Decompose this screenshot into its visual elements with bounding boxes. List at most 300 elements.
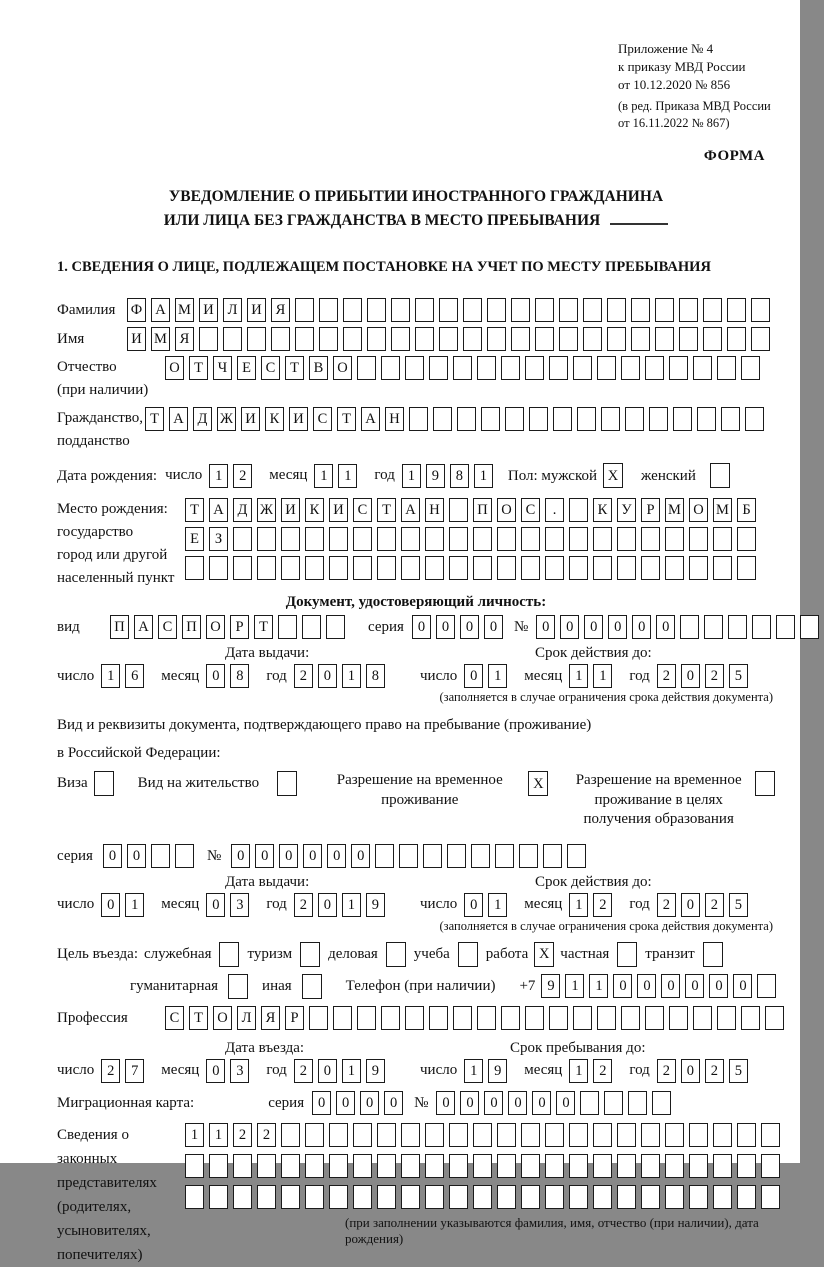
char-cell[interactable]: 0 xyxy=(436,1091,455,1115)
char-cell[interactable] xyxy=(425,1123,444,1147)
char-cell[interactable]: 0 xyxy=(632,615,651,639)
char-cell[interactable]: 0 xyxy=(327,844,346,868)
char-cell[interactable]: П xyxy=(182,615,201,639)
char-cell[interactable] xyxy=(553,407,572,431)
char-cell[interactable] xyxy=(377,1154,396,1178)
char-cell[interactable]: 0 xyxy=(231,844,250,868)
char-cell[interactable] xyxy=(471,844,490,868)
char-cell[interactable] xyxy=(765,1006,784,1030)
char-cell[interactable] xyxy=(703,327,722,351)
char-cell[interactable] xyxy=(481,407,500,431)
char-cell[interactable]: 0 xyxy=(560,615,579,639)
char-cell[interactable] xyxy=(415,327,434,351)
char-cell[interactable] xyxy=(757,974,776,998)
date-cell[interactable]: 2 xyxy=(233,464,252,488)
char-cell[interactable] xyxy=(401,1123,420,1147)
char-cell[interactable] xyxy=(377,527,396,551)
date-cell[interactable]: 2 xyxy=(657,664,676,688)
date-cell[interactable]: 2 xyxy=(593,1059,612,1083)
char-cell[interactable]: С xyxy=(313,407,332,431)
char-cell[interactable]: А xyxy=(134,615,153,639)
char-cell[interactable] xyxy=(449,498,468,522)
char-cell[interactable] xyxy=(343,327,362,351)
char-cell[interactable] xyxy=(367,298,386,322)
purpose-tourism-checkbox[interactable] xyxy=(300,942,320,967)
char-cell[interactable]: С xyxy=(158,615,177,639)
char-cell[interactable] xyxy=(569,527,588,551)
char-cell[interactable] xyxy=(399,844,418,868)
char-cell[interactable] xyxy=(525,356,544,380)
date-cell[interactable]: 0 xyxy=(206,664,225,688)
date-cell[interactable]: 1 xyxy=(402,464,421,488)
char-cell[interactable] xyxy=(257,556,276,580)
char-cell[interactable]: 0 xyxy=(532,1091,551,1115)
date-cell[interactable]: 0 xyxy=(464,664,483,688)
char-cell[interactable] xyxy=(377,556,396,580)
char-cell[interactable]: И xyxy=(289,407,308,431)
char-cell[interactable] xyxy=(521,556,540,580)
char-cell[interactable]: 0 xyxy=(661,974,680,998)
char-cell[interactable]: И xyxy=(247,298,266,322)
char-cell[interactable] xyxy=(433,407,452,431)
char-cell[interactable] xyxy=(525,1006,544,1030)
char-cell[interactable] xyxy=(655,327,674,351)
char-cell[interactable] xyxy=(477,356,496,380)
char-cell[interactable] xyxy=(545,1154,564,1178)
char-cell[interactable] xyxy=(665,556,684,580)
char-cell[interactable] xyxy=(401,1154,420,1178)
char-cell[interactable] xyxy=(409,407,428,431)
char-cell[interactable]: Р xyxy=(230,615,249,639)
char-cell[interactable] xyxy=(425,556,444,580)
char-cell[interactable] xyxy=(631,298,650,322)
sex-female-checkbox[interactable] xyxy=(710,463,730,488)
char-cell[interactable] xyxy=(665,1123,684,1147)
char-cell[interactable] xyxy=(607,327,626,351)
char-cell[interactable] xyxy=(569,498,588,522)
date-cell[interactable]: 0 xyxy=(681,664,700,688)
char-cell[interactable] xyxy=(727,298,746,322)
date-cell[interactable]: 7 xyxy=(125,1059,144,1083)
char-cell[interactable] xyxy=(573,356,592,380)
char-cell[interactable]: 0 xyxy=(608,615,627,639)
char-cell[interactable] xyxy=(487,298,506,322)
char-cell[interactable] xyxy=(741,356,760,380)
char-cell[interactable] xyxy=(405,1006,424,1030)
char-cell[interactable] xyxy=(573,1006,592,1030)
char-cell[interactable] xyxy=(689,1185,708,1209)
char-cell[interactable] xyxy=(689,527,708,551)
char-cell[interactable] xyxy=(473,1185,492,1209)
char-cell[interactable] xyxy=(593,527,612,551)
char-cell[interactable] xyxy=(569,1123,588,1147)
char-cell[interactable] xyxy=(529,407,548,431)
char-cell[interactable] xyxy=(617,527,636,551)
date-cell[interactable]: 1 xyxy=(342,664,361,688)
char-cell[interactable] xyxy=(209,1185,228,1209)
char-cell[interactable]: Ж xyxy=(257,498,276,522)
char-cell[interactable] xyxy=(689,556,708,580)
char-cell[interactable] xyxy=(473,1154,492,1178)
char-cell[interactable] xyxy=(497,527,516,551)
char-cell[interactable] xyxy=(519,844,538,868)
char-cell[interactable] xyxy=(319,327,338,351)
char-cell[interactable] xyxy=(593,556,612,580)
char-cell[interactable] xyxy=(649,407,668,431)
char-cell[interactable] xyxy=(751,298,770,322)
char-cell[interactable]: 2 xyxy=(233,1123,252,1147)
char-cell[interactable] xyxy=(233,527,252,551)
char-cell[interactable] xyxy=(281,1154,300,1178)
char-cell[interactable]: С xyxy=(165,1006,184,1030)
char-cell[interactable] xyxy=(669,356,688,380)
char-cell[interactable] xyxy=(429,1006,448,1030)
char-cell[interactable] xyxy=(429,356,448,380)
char-cell[interactable] xyxy=(617,1154,636,1178)
date-cell[interactable]: 0 xyxy=(464,893,483,917)
char-cell[interactable] xyxy=(329,1154,348,1178)
char-cell[interactable] xyxy=(713,527,732,551)
char-cell[interactable] xyxy=(737,556,756,580)
date-cell[interactable]: 1 xyxy=(488,664,507,688)
char-cell[interactable] xyxy=(309,1006,328,1030)
char-cell[interactable] xyxy=(669,1006,688,1030)
char-cell[interactable] xyxy=(693,1006,712,1030)
temp-residence-permit-checkbox[interactable]: X xyxy=(528,771,548,796)
char-cell[interactable] xyxy=(511,327,530,351)
date-cell[interactable]: 0 xyxy=(206,893,225,917)
char-cell[interactable] xyxy=(233,1154,252,1178)
char-cell[interactable] xyxy=(761,1185,780,1209)
char-cell[interactable] xyxy=(567,844,586,868)
char-cell[interactable] xyxy=(487,327,506,351)
char-cell[interactable] xyxy=(329,556,348,580)
char-cell[interactable] xyxy=(357,1006,376,1030)
char-cell[interactable] xyxy=(617,1123,636,1147)
char-cell[interactable] xyxy=(549,1006,568,1030)
char-cell[interactable]: 1 xyxy=(589,974,608,998)
char-cell[interactable] xyxy=(377,1185,396,1209)
char-cell[interactable]: 0 xyxy=(412,615,431,639)
char-cell[interactable]: Я xyxy=(175,327,194,351)
char-cell[interactable]: Р xyxy=(641,498,660,522)
char-cell[interactable] xyxy=(281,527,300,551)
char-cell[interactable] xyxy=(449,1123,468,1147)
char-cell[interactable]: 9 xyxy=(541,974,560,998)
char-cell[interactable] xyxy=(401,1185,420,1209)
date-cell[interactable]: 1 xyxy=(101,664,120,688)
char-cell[interactable] xyxy=(281,1185,300,1209)
char-cell[interactable] xyxy=(704,615,723,639)
char-cell[interactable] xyxy=(425,1154,444,1178)
date-cell[interactable]: 3 xyxy=(230,893,249,917)
date-cell[interactable]: 5 xyxy=(729,1059,748,1083)
char-cell[interactable] xyxy=(543,844,562,868)
char-cell[interactable]: А xyxy=(361,407,380,431)
date-cell[interactable]: 3 xyxy=(230,1059,249,1083)
char-cell[interactable]: С xyxy=(521,498,540,522)
char-cell[interactable] xyxy=(607,298,626,322)
date-cell[interactable]: 1 xyxy=(488,893,507,917)
char-cell[interactable] xyxy=(247,327,266,351)
char-cell[interactable] xyxy=(353,1185,372,1209)
char-cell[interactable] xyxy=(655,298,674,322)
char-cell[interactable] xyxy=(295,327,314,351)
char-cell[interactable]: К xyxy=(593,498,612,522)
date-cell[interactable]: 1 xyxy=(569,664,588,688)
char-cell[interactable]: 0 xyxy=(733,974,752,998)
date-cell[interactable]: 0 xyxy=(101,893,120,917)
char-cell[interactable] xyxy=(621,1006,640,1030)
char-cell[interactable] xyxy=(391,327,410,351)
date-cell[interactable]: 8 xyxy=(450,464,469,488)
char-cell[interactable] xyxy=(617,1185,636,1209)
char-cell[interactable] xyxy=(583,327,602,351)
char-cell[interactable] xyxy=(713,1185,732,1209)
char-cell[interactable] xyxy=(497,556,516,580)
char-cell[interactable] xyxy=(697,407,716,431)
char-cell[interactable]: Е xyxy=(237,356,256,380)
char-cell[interactable] xyxy=(391,298,410,322)
date-cell[interactable]: 1 xyxy=(342,893,361,917)
char-cell[interactable] xyxy=(641,556,660,580)
char-cell[interactable] xyxy=(535,298,554,322)
char-cell[interactable]: 0 xyxy=(279,844,298,868)
char-cell[interactable] xyxy=(305,1185,324,1209)
date-cell[interactable]: 1 xyxy=(464,1059,483,1083)
char-cell[interactable] xyxy=(305,1123,324,1147)
char-cell[interactable] xyxy=(463,298,482,322)
date-cell[interactable]: 2 xyxy=(705,1059,724,1083)
char-cell[interactable] xyxy=(357,356,376,380)
char-cell[interactable] xyxy=(665,1185,684,1209)
char-cell[interactable] xyxy=(535,327,554,351)
date-cell[interactable]: 2 xyxy=(705,893,724,917)
char-cell[interactable]: А xyxy=(151,298,170,322)
char-cell[interactable] xyxy=(728,615,747,639)
char-cell[interactable] xyxy=(401,527,420,551)
char-cell[interactable] xyxy=(423,844,442,868)
char-cell[interactable] xyxy=(377,1123,396,1147)
char-cell[interactable] xyxy=(717,356,736,380)
char-cell[interactable] xyxy=(257,1185,276,1209)
char-cell[interactable] xyxy=(185,1154,204,1178)
char-cell[interactable] xyxy=(447,844,466,868)
char-cell[interactable]: И xyxy=(241,407,260,431)
char-cell[interactable]: 0 xyxy=(127,844,146,868)
char-cell[interactable]: 0 xyxy=(351,844,370,868)
char-cell[interactable] xyxy=(401,556,420,580)
char-cell[interactable]: К xyxy=(305,498,324,522)
char-cell[interactable] xyxy=(641,1185,660,1209)
char-cell[interactable] xyxy=(545,1185,564,1209)
char-cell[interactable] xyxy=(679,298,698,322)
char-cell[interactable]: Н xyxy=(425,498,444,522)
char-cell[interactable] xyxy=(353,1154,372,1178)
char-cell[interactable] xyxy=(652,1091,671,1115)
date-cell[interactable]: 1 xyxy=(593,664,612,688)
char-cell[interactable]: А xyxy=(401,498,420,522)
char-cell[interactable] xyxy=(689,1123,708,1147)
char-cell[interactable] xyxy=(233,556,252,580)
char-cell[interactable]: Т xyxy=(285,356,304,380)
char-cell[interactable]: 0 xyxy=(303,844,322,868)
char-cell[interactable] xyxy=(617,556,636,580)
date-cell[interactable]: 5 xyxy=(729,893,748,917)
char-cell[interactable]: 0 xyxy=(103,844,122,868)
char-cell[interactable] xyxy=(641,1154,660,1178)
char-cell[interactable] xyxy=(593,1123,612,1147)
char-cell[interactable] xyxy=(353,556,372,580)
char-cell[interactable]: М xyxy=(151,327,170,351)
char-cell[interactable] xyxy=(580,1091,599,1115)
date-cell[interactable]: 5 xyxy=(729,664,748,688)
char-cell[interactable] xyxy=(665,1154,684,1178)
char-cell[interactable]: 0 xyxy=(536,615,555,639)
char-cell[interactable] xyxy=(295,298,314,322)
char-cell[interactable] xyxy=(545,556,564,580)
char-cell[interactable] xyxy=(439,298,458,322)
char-cell[interactable] xyxy=(319,298,338,322)
char-cell[interactable]: 0 xyxy=(584,615,603,639)
char-cell[interactable] xyxy=(583,298,602,322)
char-cell[interactable] xyxy=(593,1185,612,1209)
char-cell[interactable] xyxy=(257,527,276,551)
date-cell[interactable]: 9 xyxy=(488,1059,507,1083)
char-cell[interactable] xyxy=(257,1154,276,1178)
char-cell[interactable]: М xyxy=(665,498,684,522)
char-cell[interactable] xyxy=(717,1006,736,1030)
date-cell[interactable]: 0 xyxy=(681,893,700,917)
char-cell[interactable] xyxy=(473,527,492,551)
char-cell[interactable] xyxy=(641,1123,660,1147)
char-cell[interactable]: Ж xyxy=(217,407,236,431)
char-cell[interactable] xyxy=(473,556,492,580)
char-cell[interactable]: Я xyxy=(271,298,290,322)
char-cell[interactable] xyxy=(457,407,476,431)
char-cell[interactable] xyxy=(559,327,578,351)
char-cell[interactable]: Т xyxy=(189,356,208,380)
date-cell[interactable]: 1 xyxy=(342,1059,361,1083)
char-cell[interactable] xyxy=(559,298,578,322)
char-cell[interactable] xyxy=(597,1006,616,1030)
char-cell[interactable]: О xyxy=(165,356,184,380)
char-cell[interactable] xyxy=(367,327,386,351)
char-cell[interactable]: Т xyxy=(189,1006,208,1030)
char-cell[interactable]: Т xyxy=(185,498,204,522)
char-cell[interactable]: 1 xyxy=(565,974,584,998)
char-cell[interactable]: 0 xyxy=(709,974,728,998)
char-cell[interactable] xyxy=(521,1185,540,1209)
char-cell[interactable]: Т xyxy=(254,615,273,639)
char-cell[interactable] xyxy=(713,1154,732,1178)
char-cell[interactable] xyxy=(761,1123,780,1147)
char-cell[interactable] xyxy=(737,527,756,551)
char-cell[interactable] xyxy=(601,407,620,431)
char-cell[interactable] xyxy=(381,356,400,380)
char-cell[interactable]: 0 xyxy=(656,615,675,639)
char-cell[interactable] xyxy=(597,356,616,380)
purpose-business-checkbox[interactable] xyxy=(386,942,406,967)
purpose-study-checkbox[interactable] xyxy=(458,942,478,967)
char-cell[interactable] xyxy=(209,1154,228,1178)
char-cell[interactable]: О xyxy=(333,356,352,380)
date-cell[interactable]: 0 xyxy=(318,1059,337,1083)
purpose-transit-checkbox[interactable] xyxy=(703,942,723,967)
char-cell[interactable]: Ф xyxy=(127,298,146,322)
char-cell[interactable] xyxy=(449,556,468,580)
char-cell[interactable] xyxy=(415,298,434,322)
date-cell[interactable]: 8 xyxy=(230,664,249,688)
date-cell[interactable]: 0 xyxy=(318,893,337,917)
char-cell[interactable]: 0 xyxy=(508,1091,527,1115)
char-cell[interactable]: 2 xyxy=(257,1123,276,1147)
char-cell[interactable] xyxy=(521,1154,540,1178)
char-cell[interactable] xyxy=(223,327,242,351)
char-cell[interactable]: Т xyxy=(377,498,396,522)
char-cell[interactable]: П xyxy=(110,615,129,639)
char-cell[interactable] xyxy=(641,527,660,551)
char-cell[interactable] xyxy=(569,556,588,580)
char-cell[interactable] xyxy=(405,356,424,380)
date-cell[interactable]: 2 xyxy=(657,1059,676,1083)
char-cell[interactable] xyxy=(329,1123,348,1147)
date-cell[interactable]: 1 xyxy=(125,893,144,917)
char-cell[interactable]: С xyxy=(353,498,372,522)
char-cell[interactable]: М xyxy=(175,298,194,322)
char-cell[interactable] xyxy=(511,298,530,322)
char-cell[interactable] xyxy=(800,615,819,639)
char-cell[interactable] xyxy=(577,407,596,431)
date-cell[interactable]: 1 xyxy=(209,464,228,488)
char-cell[interactable] xyxy=(473,1123,492,1147)
char-cell[interactable]: О xyxy=(206,615,225,639)
date-cell[interactable]: 1 xyxy=(569,1059,588,1083)
char-cell[interactable] xyxy=(745,407,764,431)
residence-permit-checkbox[interactable] xyxy=(277,771,297,796)
date-cell[interactable]: 9 xyxy=(366,893,385,917)
char-cell[interactable]: 0 xyxy=(460,1091,479,1115)
char-cell[interactable]: Б xyxy=(737,498,756,522)
char-cell[interactable] xyxy=(329,1185,348,1209)
char-cell[interactable]: Т xyxy=(145,407,164,431)
char-cell[interactable] xyxy=(281,1123,300,1147)
char-cell[interactable] xyxy=(375,844,394,868)
char-cell[interactable] xyxy=(185,556,204,580)
char-cell[interactable] xyxy=(721,407,740,431)
char-cell[interactable] xyxy=(645,356,664,380)
date-cell[interactable]: 1 xyxy=(314,464,333,488)
char-cell[interactable]: 0 xyxy=(312,1091,331,1115)
char-cell[interactable]: О xyxy=(497,498,516,522)
char-cell[interactable]: Р xyxy=(285,1006,304,1030)
char-cell[interactable] xyxy=(751,327,770,351)
char-cell[interactable] xyxy=(439,327,458,351)
char-cell[interactable] xyxy=(604,1091,623,1115)
char-cell[interactable] xyxy=(673,407,692,431)
char-cell[interactable] xyxy=(505,407,524,431)
date-cell[interactable]: 0 xyxy=(318,664,337,688)
char-cell[interactable] xyxy=(737,1185,756,1209)
date-cell[interactable]: 0 xyxy=(206,1059,225,1083)
char-cell[interactable]: Д xyxy=(233,498,252,522)
char-cell[interactable]: Я xyxy=(261,1006,280,1030)
char-cell[interactable] xyxy=(449,1185,468,1209)
purpose-other-checkbox[interactable] xyxy=(302,974,322,999)
char-cell[interactable]: 0 xyxy=(255,844,274,868)
char-cell[interactable] xyxy=(593,1154,612,1178)
char-cell[interactable] xyxy=(333,1006,352,1030)
